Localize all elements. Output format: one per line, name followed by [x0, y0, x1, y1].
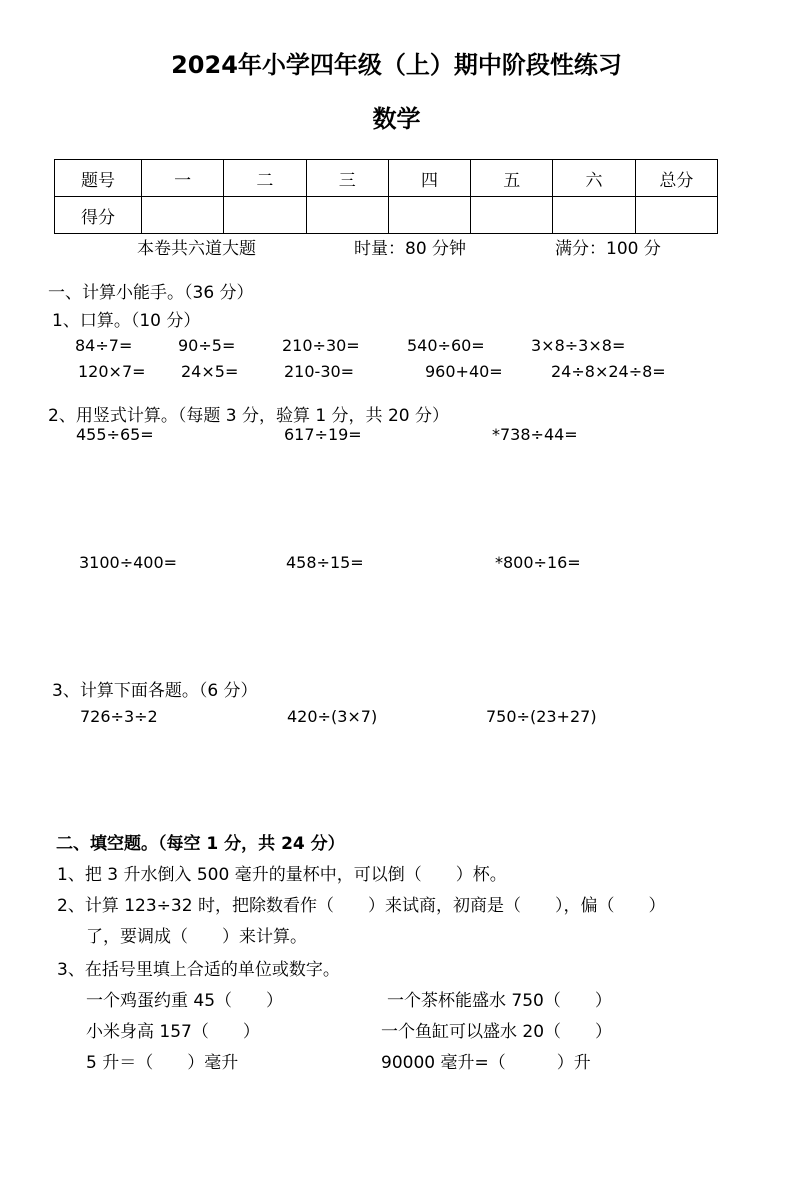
score-cell-3: 三	[306, 160, 388, 197]
vertical-calc-item: *738÷44=	[492, 425, 578, 444]
oral-item: 960+40=	[425, 362, 503, 381]
oral-item: 3×8÷3×8=	[531, 336, 626, 355]
score-blank[interactable]	[471, 197, 553, 234]
oral-item: 210-30=	[284, 362, 355, 381]
score-blank[interactable]	[553, 197, 635, 234]
score-table	[54, 159, 718, 234]
score-row-label: 得分	[55, 197, 142, 234]
oral-item: 24×5=	[181, 362, 239, 381]
oral-item: 540÷60=	[407, 336, 485, 355]
info-full-score: 满分：100 分	[555, 239, 661, 259]
score-cell-label: 题号	[55, 160, 142, 197]
score-cell-1: 一	[142, 160, 224, 197]
oral-item: 210÷30=	[282, 336, 360, 355]
score-blank[interactable]	[388, 197, 470, 234]
vertical-calc-item: *800÷16=	[495, 553, 581, 572]
unit-item: 一个茶杯能盛水 750（ ）	[387, 991, 612, 1011]
q1-heading: 1、口算。（10 分）	[52, 311, 201, 331]
score-cell-2: 二	[224, 160, 306, 197]
fill-question-2-line1: 2、计算 123÷32 时，把除数看作（ ）来试商，初商是（ ），偏（ ）	[57, 896, 666, 916]
score-table-score-row	[55, 197, 718, 234]
vertical-calc-item: 3100÷400=	[79, 553, 178, 572]
unit-item: 90000 毫升=（ ）升	[381, 1053, 591, 1073]
score-table-header-row	[55, 160, 718, 197]
oral-item: 84÷7=	[75, 336, 133, 355]
part2-heading: 二、填空题。（每空 1 分，共 24 分）	[56, 834, 345, 854]
oral-item: 24÷8×24÷8=	[551, 362, 666, 381]
calc-item: 420÷(3×7)	[287, 707, 378, 726]
info-sections: 本卷共六道大题	[137, 239, 256, 259]
calc-item: 750÷(23+27)	[486, 707, 597, 726]
q2-heading: 2、用竖式计算。（每题 3 分，验算 1 分，共 20 分）	[48, 406, 450, 426]
calc-item: 726÷3÷2	[80, 707, 158, 726]
fill-question-2-line2: 了，要调成（ ）来计算。	[86, 927, 307, 947]
q3-heading: 3、计算下面各题。（6 分）	[52, 681, 258, 701]
info-time: 时量：80 分钟	[354, 239, 467, 259]
page-title: 2024年小学四年级（上）期中阶段性练习	[171, 51, 622, 79]
vertical-calc-item: 455÷65=	[76, 425, 154, 444]
fill-question-1: 1、把 3 升水倒入 500 毫升的量杯中，可以倒（ ）杯。	[57, 865, 507, 885]
oral-item: 120×7=	[78, 362, 146, 381]
score-cell-6: 六	[553, 160, 635, 197]
score-cell-total: 总分	[635, 160, 717, 197]
oral-item: 90÷5=	[178, 336, 236, 355]
vertical-calc-item: 617÷19=	[284, 425, 362, 444]
score-cell-4: 四	[388, 160, 470, 197]
part1-heading: 一、计算小能手。（36 分）	[48, 283, 254, 303]
score-blank[interactable]	[142, 197, 224, 234]
unit-item: 5 升＝（ ）毫升	[86, 1053, 239, 1073]
score-cell-5: 五	[471, 160, 553, 197]
unit-item: 一个鸡蛋约重 45（ ）	[86, 991, 284, 1011]
unit-item: 小米身高 157（ ）	[86, 1022, 260, 1042]
vertical-calc-item: 458÷15=	[286, 553, 364, 572]
unit-item: 一个鱼缸可以盛水 20（ ）	[381, 1022, 613, 1042]
fill-question-3-heading: 3、在括号里填上合适的单位或数字。	[57, 960, 340, 980]
subject-title: 数学	[372, 105, 421, 133]
score-blank[interactable]	[635, 197, 717, 234]
score-blank[interactable]	[306, 197, 388, 234]
score-blank[interactable]	[224, 197, 306, 234]
